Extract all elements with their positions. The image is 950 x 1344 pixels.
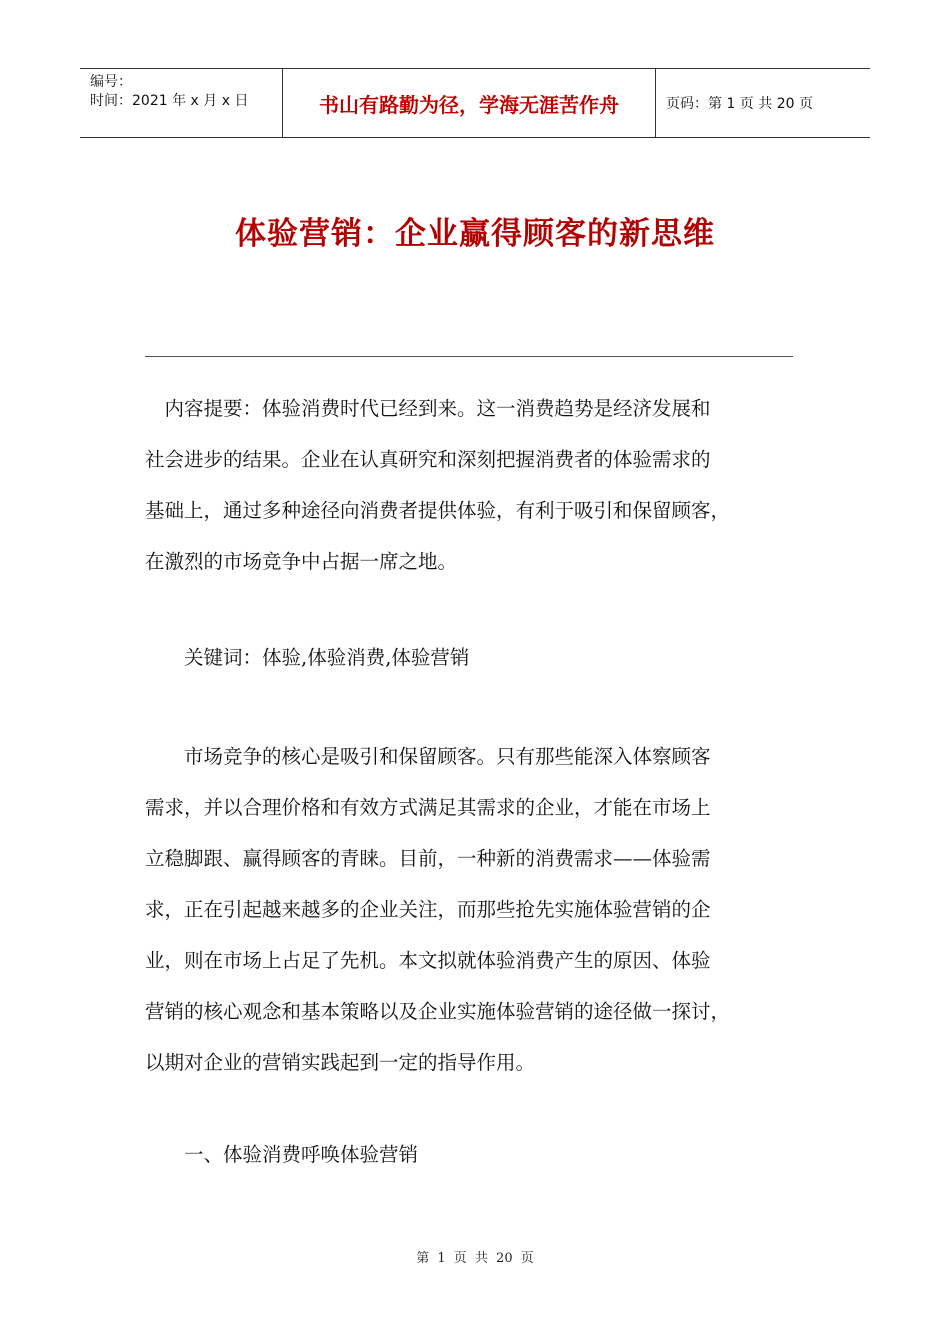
body-line: 立稳脚跟、赢得顾客的青睐。目前，一种新的消费需求——体验需	[145, 847, 711, 870]
keywords-line: 关键词：体验,体验消费,体验营销	[145, 646, 470, 669]
document-number-label: 编号：	[90, 74, 132, 90]
document-title: 体验营销：企业赢得顾客的新思维	[235, 216, 715, 252]
body-line: 市场竞争的核心是吸引和保留顾客。只有那些能深入体察顾客	[145, 745, 711, 768]
document-date-label: 时间：2021 年 x 月 x 日	[90, 93, 249, 109]
abstract-line: 基础上，通过多种途径向消费者提供体验，有利于吸引和保留顾客，	[145, 499, 731, 522]
body-line: 以期对企业的营销实践起到一定的指导作用。	[145, 1051, 536, 1074]
title-divider	[145, 356, 793, 357]
body-line: 求，正在引起越来越多的企业关注，而那些抢先实施体验营销的企	[145, 898, 711, 921]
keywords-paragraph	[145, 632, 805, 683]
body-paragraph	[145, 731, 805, 1088]
header-motto: 书山有路勤为径，学海无涯苦作舟	[282, 69, 656, 137]
abstract-paragraph	[145, 383, 805, 587]
body-line: 需求，并以合理价格和有效方式满足其需求的企业，才能在市场上	[145, 796, 711, 819]
body-line: 营销的核心观念和基本策略以及企业实施体验营销的途径做一探讨，	[145, 1000, 731, 1023]
abstract-line: 社会进步的结果。企业在认真研究和深刻把握消费者的体验需求的	[145, 448, 711, 471]
abstract-line: 在激烈的市场竞争中占据一席之地。	[145, 550, 458, 573]
body-line: 业，则在市场上占足了先机。本文拟就体验消费产生的原因、体验	[145, 949, 711, 972]
section-heading-text: 一、体验消费呼唤体验营销	[145, 1143, 419, 1166]
document-header	[80, 68, 870, 138]
page-footer: 第 1 页 共 20 页	[416, 1251, 534, 1266]
header-page-number: 页码：第 1 页 共 20 页	[666, 96, 813, 112]
section-heading	[145, 1129, 805, 1180]
header-meta	[80, 69, 282, 137]
abstract-line: 内容提要：体验消费时代已经到来。这一消费趋势是经济发展和	[145, 397, 711, 420]
